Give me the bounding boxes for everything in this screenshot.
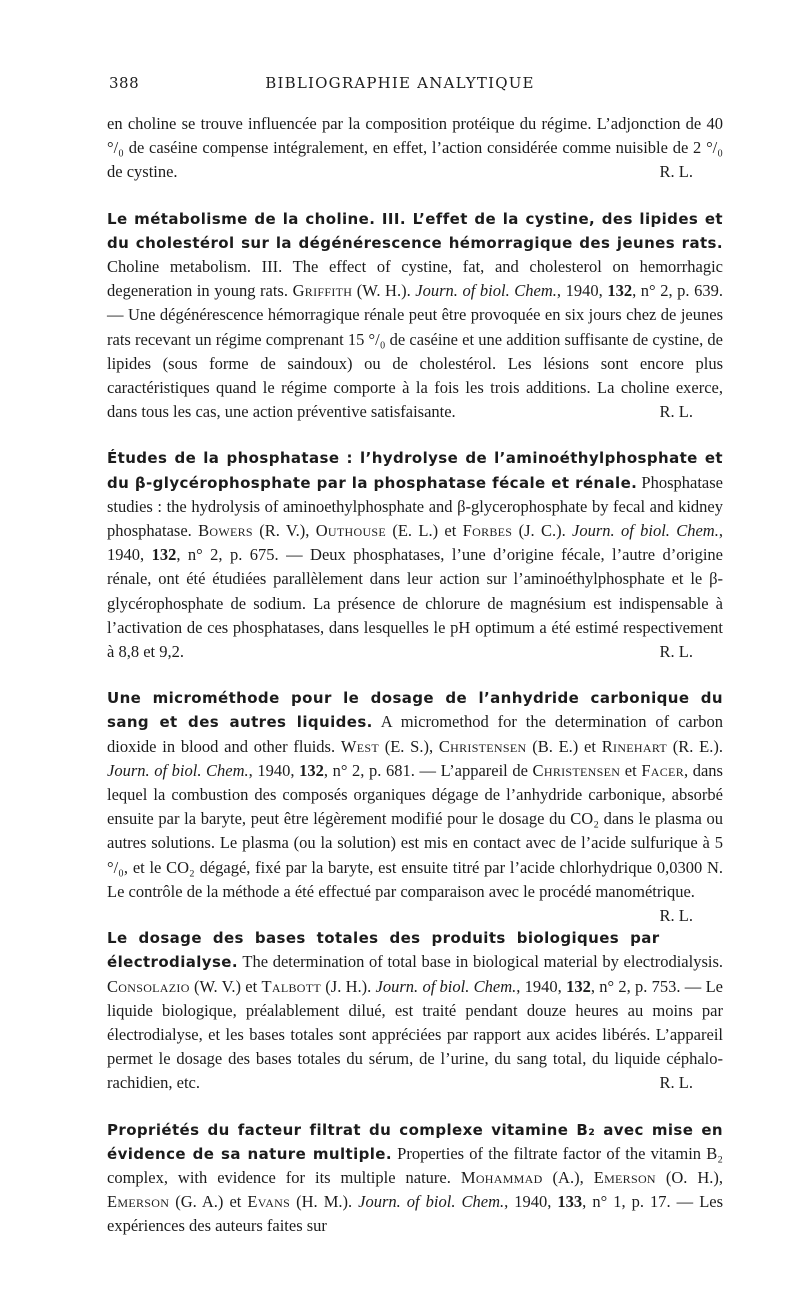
volume: 132 — [299, 760, 324, 780]
issue-page: , n° 2, p. 639. — — [107, 281, 723, 325]
english-title: Choline metabolism. III. The effect of cystine, fat, and cholesterol on hemorrhagic degeneration in young rats. — [107, 257, 723, 301]
abstract-title: Le dosage des bases totales des produits biologiques par électrodialyse. — [107, 929, 660, 972]
signature: R. L. — [659, 1073, 693, 1093]
abstract-text: et — [620, 760, 642, 780]
year: , 1940, — [248, 760, 300, 780]
signature: R. L. — [659, 162, 693, 182]
abstract-choline — [107, 207, 723, 425]
author: Forbes — [462, 521, 513, 541]
author-initials: (H. M.). — [290, 1192, 359, 1212]
english-title: Properties of the filtrate factor of the vitamin B₂ complex, with evidence for its multiple nature. — [107, 1143, 723, 1187]
author: Emerson — [107, 1192, 170, 1212]
english-title: The determination of total base in biological material by electrodialysis. — [237, 952, 723, 972]
volume: 132 — [151, 545, 177, 565]
journal: Journ. of biol. Chem. — [107, 760, 249, 780]
issue-page: , n° 2, p. 753. — — [590, 976, 706, 996]
issue-page: , n° 2, p. 681. — — [323, 760, 441, 780]
abstract-title: Propriétés du facteur filtrat du complexe vitamine B₂ avec mise en évidence de sa nature multiple. — [107, 1120, 723, 1163]
abstract-text: L’appareil de — [440, 760, 533, 780]
author: Christensen — [438, 736, 527, 756]
author-initials: (O. H.), — [655, 1167, 724, 1187]
author: Griffith — [292, 281, 353, 301]
abstract-continuation — [107, 112, 723, 185]
author-initials: (W. V.) et — [189, 976, 262, 996]
page-number: 388 — [109, 74, 140, 92]
author-initials: (R. E.). — [667, 736, 724, 756]
abstract-micromethod — [107, 686, 724, 926]
running-title: BIBLIOGRAPHIE ANALYTIQUE — [265, 74, 535, 92]
signature: R. L. — [659, 402, 693, 422]
abstract-text: en choline se trouve influencée par la composition protéique du régime. L’adjonction de 40 °/₀ de caséine compense intégralement, en effet, l’action considérée comme nuisible de 2 °/₀ de cystine. — [107, 114, 723, 182]
year: , 1940, — [556, 281, 608, 301]
abstract-title: Le métabolisme de la choline. III. L’effet de la cystine, des lipides et du cholestérol sur la dégénérescence hémorragique des jeunes rats. — [107, 209, 723, 252]
author: Mohammad — [460, 1167, 543, 1187]
cited-author: Facer — [641, 760, 684, 780]
english-title: Phosphatase studies : the hydrolysis of aminoethylphosphate and β-glycerophosphate by fecal and kidney phosphatase. — [107, 472, 723, 541]
cited-author: Christensen — [532, 760, 621, 780]
author-initials: (J. H.). — [321, 976, 376, 996]
author-initials: (A.), — [542, 1167, 594, 1187]
author: Outhouse — [315, 521, 387, 541]
abstract-text: Une dégénérescence hémorragique rénale peut être provoquée en six jours chez de jeunes rats recevant un régime comprenant 15 °/₀ de caséine et une addition suffisante de cystine, de lipides (sous forme de saindoux) ou de cholestérol. Les lésions sont encore plus caractéristiques quand le régime comporte à la fois les trois additions. La choline exerce, dans tous les cas, une action préventive satisfaisante. — [107, 305, 723, 422]
abstract-phosphatase — [107, 446, 723, 664]
author-initials: (R. V.), — [252, 521, 316, 541]
volume: 132 — [607, 281, 633, 301]
abstract-text: , dans lequel la combustion des composés organiques dégage de l’anhydride carbonique, absorbé ensuite par la baryte, peut être légèrement modifié pour le dosage du CO₂ dans le plasma ou autres solutions. Le plasma (ou la solution) est mis en contact avec de l’acide sulfurique à 5 °/₀, et le CO₂ dégagé, fixé par la baryte, est ensuite titré par l’acide chlorhydrique 0,0300 N. Le contrôle de la méthode a été effectué par comparaison avec le procédé manométrique. — [107, 760, 723, 901]
page-header — [0, 74, 800, 98]
abstract-text: Le liquide biologique, préalablement dilué, est traité pendant douze heures au moins par électrodialyse, et les bases totales sont appréciées par rapport aux acides libérés. L’appareil permet le dosage des bases totales du sérum, de l’urine, du sang total, du liquide céphalo-rachidien, etc. — [107, 976, 723, 1093]
signature: R. L. — [659, 906, 693, 926]
journal: Journ. of biol. Chem. — [415, 281, 557, 301]
volume: 133 — [557, 1192, 583, 1212]
abstract-text: Les expériences des auteurs faites sur — [107, 1192, 724, 1236]
abstract-electrodialysis — [107, 926, 723, 1095]
author: West — [340, 736, 379, 756]
author: Consolazio — [107, 976, 190, 996]
issue-page: , n° 2, p. 675. — — [176, 545, 311, 565]
abstract-vitamin-b2 — [107, 1118, 723, 1239]
author: Emerson — [593, 1167, 656, 1187]
english-title: A micromethod for the determination of carbon dioxide in blood and other fluids. — [107, 712, 723, 756]
author-initials: (J. C.). — [512, 521, 573, 541]
author-initials: (E. L.) et — [386, 521, 463, 541]
abstract-title: Une microméthode pour le dosage de l’anhydride carbonique du sang et des autres liquides. — [107, 689, 723, 732]
volume: 132 — [566, 976, 591, 996]
year: , 1940, — [504, 1192, 558, 1212]
abstract-title: Études de la phosphatase : l’hydrolyse de l’aminoéthylphosphate et du β-glycérophosphate par la phosphatase fécale et rénale. — [107, 449, 723, 492]
journal: Journ. of biol. Chem. — [358, 1192, 505, 1212]
author: Evans — [247, 1192, 291, 1212]
abstract-text: Deux phosphatases, l’une d’origine fécale, l’autre d’origine rénale, ont été étudiées parallèlement dans leur action sur l’aminoéthylphosphate et le β-glycérophosphate de sodium. La présence de chlorure de magnésium est indispensable à l’activation de ces phosphatases, dans lesquelles le pH optimum a été estimé respectivement à 8,8 et 9,2. — [107, 545, 723, 662]
issue-page: , n° 1, p. 17. — — [582, 1192, 700, 1212]
year: , 1940, — [516, 976, 567, 996]
author-initials: (G. A.) et — [169, 1192, 248, 1212]
author-initials: (B. E.) et — [526, 736, 602, 756]
journal: Journ. of biol. Chem. — [375, 976, 517, 996]
year: , 1940, — [107, 521, 723, 565]
journal: Journ. of biol. Chem. — [572, 521, 719, 541]
signature: R. L. — [659, 642, 693, 662]
author-initials: (E. S.), — [378, 736, 439, 756]
author-initials: (W. H.). — [352, 281, 416, 301]
author: Bowers — [198, 521, 253, 541]
page-body — [107, 112, 723, 1239]
author: Rinehart — [601, 736, 668, 756]
author: Talbott — [261, 976, 321, 996]
